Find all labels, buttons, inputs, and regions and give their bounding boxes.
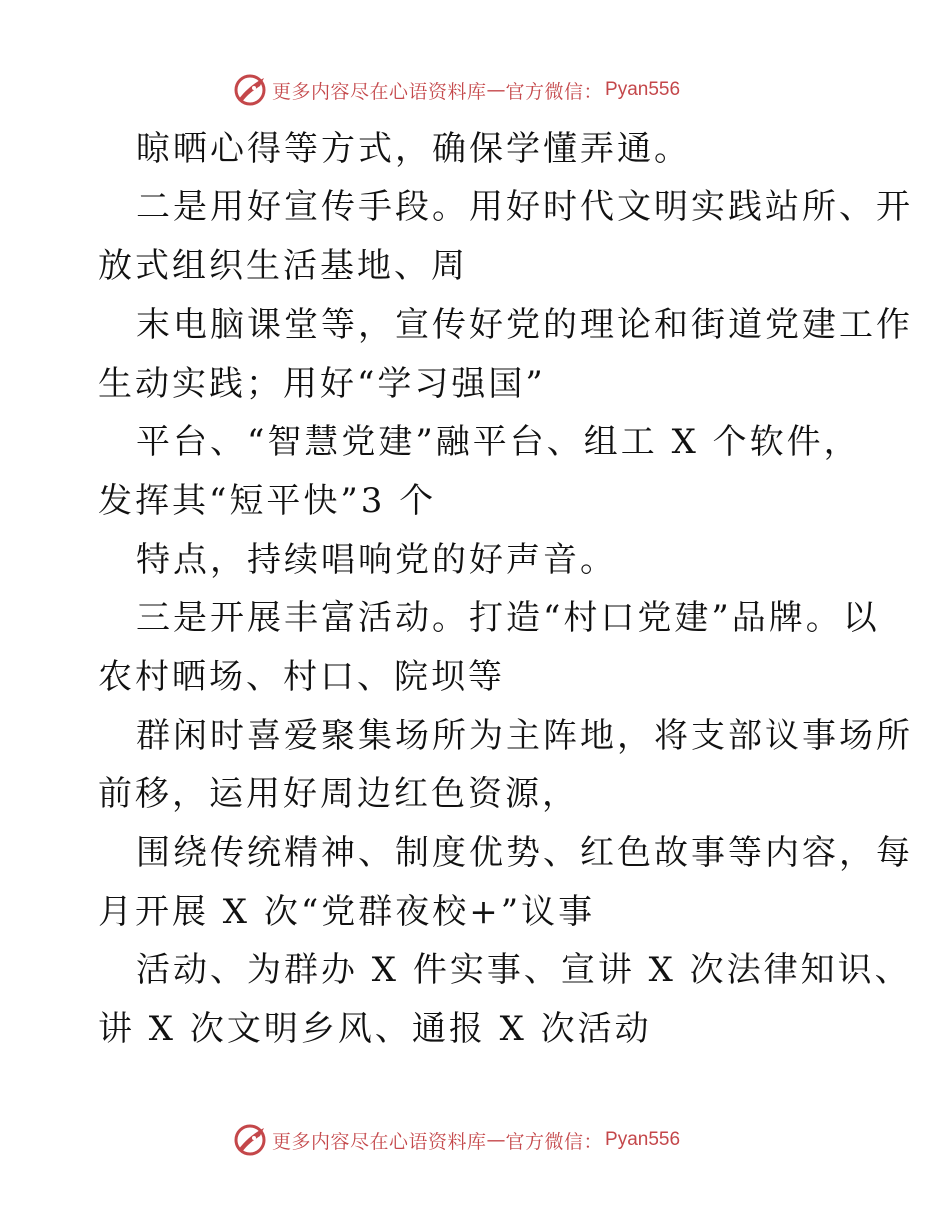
text-line: 晾晒心得等方式，确保学懂弄通。 [136, 129, 691, 169]
header-wechat-label: 官方微信： [505, 80, 604, 103]
footer-banner [232, 1120, 732, 1160]
text-line: 三是开展丰富活动。打造“村口党建”品牌。以 [136, 598, 880, 638]
header-banner-text: 更多内容尽在心语资料库 [272, 80, 487, 103]
header-wechat-id: Pyan556 [605, 79, 681, 100]
text-line: 发挥其“短平快”3 个 [98, 481, 437, 521]
text-line: 平台、“智慧党建”融平台、组工 X 个软件， [136, 422, 861, 462]
text-line: 二是用好宣传手段。用好时代文明实践站所、开 [136, 187, 913, 227]
text-line: 围绕传统精神、制度优势、红色故事等内容，每 [136, 833, 913, 873]
footer-wechat-label: 官方微信： [505, 1130, 604, 1153]
header-banner [232, 70, 732, 110]
pen-logo-icon [232, 1122, 268, 1158]
text-line: 放式组织生活基地、周 [98, 246, 468, 286]
text-line: 群闲时喜爱聚集场所为主阵地，将支部议事场所 [136, 716, 913, 756]
pen-logo-icon [232, 72, 268, 108]
footer-banner-separator: — [486, 1129, 506, 1151]
footer-banner-text: 更多内容尽在心语资料库 [272, 1130, 487, 1153]
text-line: 前移，运用好周边红色资源， [98, 774, 579, 814]
text-line: 生动实践；用好“学习强国” [98, 364, 546, 404]
text-line: 特点，持续唱响党的好声音。 [136, 540, 617, 580]
header-banner-separator: — [486, 79, 506, 101]
text-line: 讲 X 次文明乡风、通报 X 次活动 [98, 1009, 652, 1049]
text-line: 农村晒场、村口、院坝等 [98, 657, 505, 697]
text-line: 末电脑课堂等，宣传好党的理论和街道党建工作 [136, 305, 913, 345]
text-line: 月开展 X 次“党群夜校+”议事 [98, 892, 596, 932]
text-line: 活动、为群办 X 件实事、宣讲 X 次法律知识、 [136, 950, 912, 990]
footer-wechat-id: Pyan556 [605, 1129, 681, 1150]
